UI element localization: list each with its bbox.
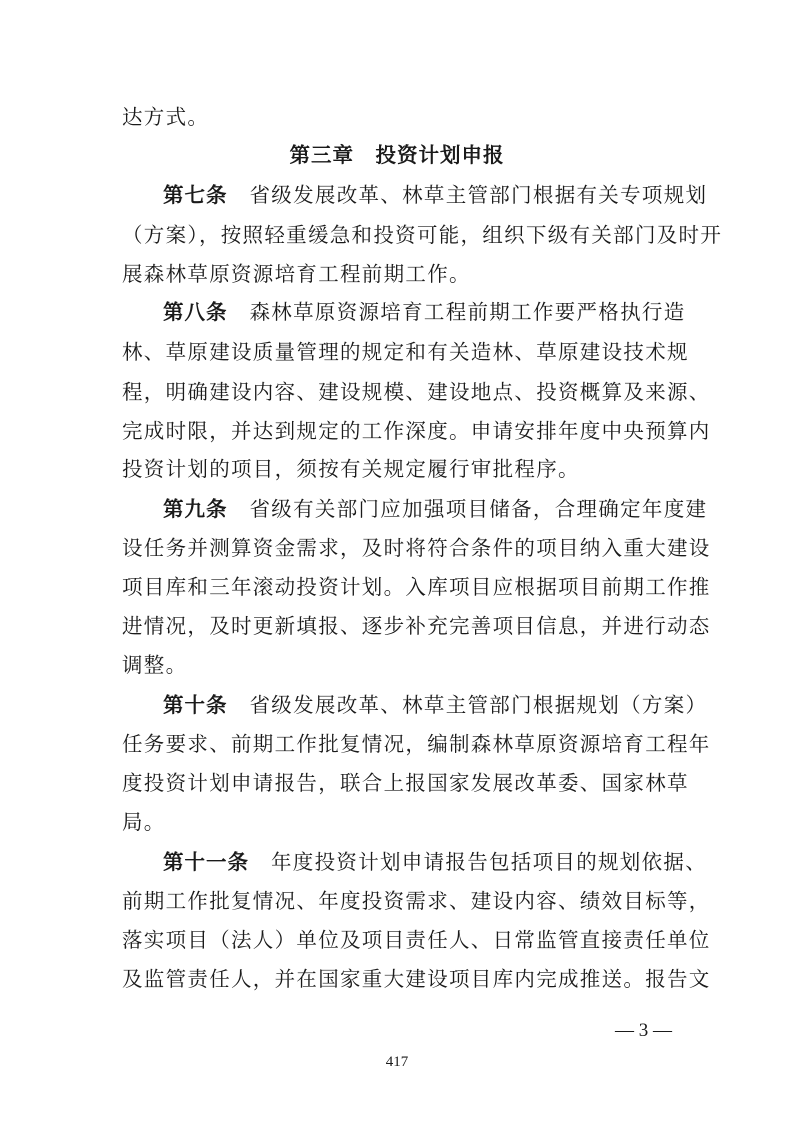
text-line: 进情况，及时更新填报、逐步补充完善项目信息，并进行动态 — [122, 614, 711, 638]
text-line: 局。 — [122, 810, 166, 834]
text-line: 项目库和三年滚动投资计划。入库项目应根据项目前期工作推 — [122, 575, 711, 599]
article-heading: 第八条 — [163, 300, 228, 324]
article-heading: 第十条 — [163, 693, 228, 717]
text-line: 省级发展改革、林草主管部门根据规划（方案） — [249, 693, 708, 717]
text-line: 达方式。 — [122, 105, 210, 129]
text-line: 落实项目（法人）单位及项目责任人、日常监管直接责任单位 — [122, 928, 711, 952]
text-line: 完成时限，并达到规定的工作深度。申请安排年度中央预算内 — [122, 419, 711, 443]
article-8-first-line — [163, 292, 686, 332]
text-line: （方案），按照轻重缓急和投资可能，组织下级有关部门及时开 — [122, 223, 723, 247]
page-number: 417 — [385, 1054, 409, 1070]
text-line: 展森林草原资源培育工程前期工作。 — [122, 262, 471, 286]
text-line: 调整。 — [122, 653, 188, 677]
article-heading: 第十一条 — [163, 850, 249, 874]
text-line: 设任务并测算资金需求，及时将符合条件的项目纳入重大建设 — [122, 536, 711, 560]
article-10-first-line — [163, 685, 707, 725]
text-line: 任务要求、前期工作批复情况，编制森林草原资源培育工程年 — [122, 732, 711, 756]
article-heading: 第九条 — [163, 497, 228, 521]
text-line: 度投资计划申请报告，联合上报国家发展改革委、国家林草 — [122, 771, 689, 795]
text-line: 程，明确建设内容、建设规模、建设地点、投资概算及来源、 — [122, 380, 711, 404]
text-line: 投资计划的项目，须按有关规定履行审批程序。 — [122, 457, 580, 481]
text-line: 森林草原资源培育工程前期工作要严格执行造 — [249, 300, 686, 324]
article-11-first-line — [163, 842, 707, 882]
text-line: 省级发展改革、林草主管部门根据有关专项规划 — [249, 183, 708, 207]
text-line: 及监管责任人，并在国家重大建设项目库内完成推送。报告文 — [122, 967, 711, 991]
text-line: 林、草原建设质量管理的规定和有关造林、草原建设技术规 — [122, 340, 689, 364]
text-line: 省级有关部门应加强项目储备，合理确定年度建 — [249, 497, 708, 521]
text-line: 前期工作批复情况、年度投资需求、建设内容、绩效目标等， — [122, 889, 711, 913]
article-9-first-line — [163, 489, 707, 529]
page-mark: — 3 — — [615, 1020, 672, 1041]
text-line: 年度投资计划申请报告包括项目的规划依据、 — [271, 850, 707, 874]
chapter-heading: 第三章 投资计划申报 — [289, 143, 505, 167]
article-heading: 第七条 — [163, 183, 228, 207]
article-7-first-line — [163, 175, 707, 215]
